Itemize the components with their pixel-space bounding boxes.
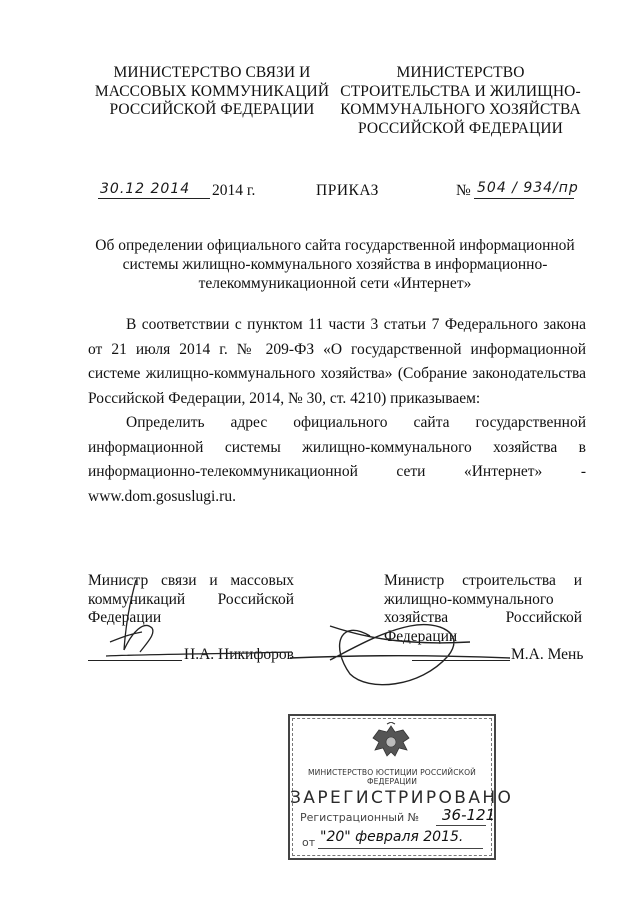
stamp-date-prefix: от: [302, 836, 316, 849]
document-title-line-3: телекоммуникационной сети «Интернет»: [198, 275, 472, 292]
signatory-left-position: Министр связи и массовых коммуникаций Российской Федерации: [88, 572, 294, 626]
order-number-sign: №: [456, 182, 471, 199]
order-number-handwritten: 504 / 934/пр: [477, 180, 579, 196]
order-date-year: 2014 г.: [212, 182, 256, 199]
order-number-underline: [474, 198, 574, 199]
ministry-right-header: [333, 64, 588, 138]
signatory-right-position: Министр строительства и жилищно-коммунального хозяйства Российской Федерации: [384, 572, 582, 645]
ministry-left-line-3: РОССИЙСКОЙ ФЕДЕРАЦИИ: [109, 101, 315, 118]
stamp-regnum-underline: [436, 825, 486, 826]
stamp-regnum-handwritten: 36-121: [442, 806, 496, 824]
double-headed-eagle-emblem-icon: [369, 722, 413, 762]
document-title-line-2: системы жилищно-коммунального хозяйства в информационно-: [122, 256, 548, 273]
stamp-date-underline: [318, 848, 483, 849]
signatory-right-name: М.А. Мень: [511, 646, 584, 663]
order-date-underline: [98, 198, 210, 199]
stamp-date-handwritten: "20" февраля 2015.: [320, 829, 464, 845]
body-paragraph-1: В соответствии с пунктом 11 части 3 статьи 7 Федерального закона от 21 июля 2014 г. № 209-ФЗ «О государственной информационной системе жилищно-коммунального хозяйства» (Собрание законодательства Российской Федерации, 2014, № 30, ст. 4210) приказываем:: [88, 316, 586, 407]
ministry-left-header: [92, 64, 332, 120]
signatory-left-name: Н.А. Никифоров: [184, 646, 294, 663]
stamp-regnum-label: Регистрационный №: [300, 811, 420, 824]
document-title: [80, 236, 590, 293]
signature-left-scribble: [96, 572, 296, 672]
ministry-left-line-1: МИНИСТЕРСТВО СВЯЗИ И: [113, 64, 311, 81]
stamp-registered-label: ЗАРЕГИСТРИРОВАНО: [290, 788, 514, 808]
ministry-right-line-4: РОССИЙСКОЙ ФЕДЕРАЦИИ: [358, 119, 563, 137]
document-title-line-1: Об определении официального сайта государственной информационной: [95, 237, 575, 254]
body-paragraph-2: Определить адрес официального сайта государственной информационной системы жилищно-коммунального хозяйства в информационно-телекоммуникационной сети «Интернет» - www.dom.gosuslugi.ru.: [88, 414, 586, 505]
ministry-right-line-2: СТРОИТЕЛЬСТВА И ЖИЛИЩНО-: [340, 82, 581, 100]
ministry-left-line-2: МАССОВЫХ КОММУНИКАЦИЙ: [94, 82, 330, 100]
signature-right-scribble: [270, 596, 520, 696]
order-date-handwritten: 30.12 2014: [100, 181, 191, 197]
stamp-ministry-name: МИНИСТЕРСТВО ЮСТИЦИИ РОССИЙСКОЙ ФЕДЕРАЦИИ: [308, 768, 476, 786]
order-title: ПРИКАЗ: [316, 182, 379, 199]
ministry-right-line-1: МИНИСТЕРСТВО: [396, 64, 525, 81]
ministry-right-line-3: КОММУНАЛЬНОГО ХОЗЯЙСТВА: [340, 101, 581, 118]
